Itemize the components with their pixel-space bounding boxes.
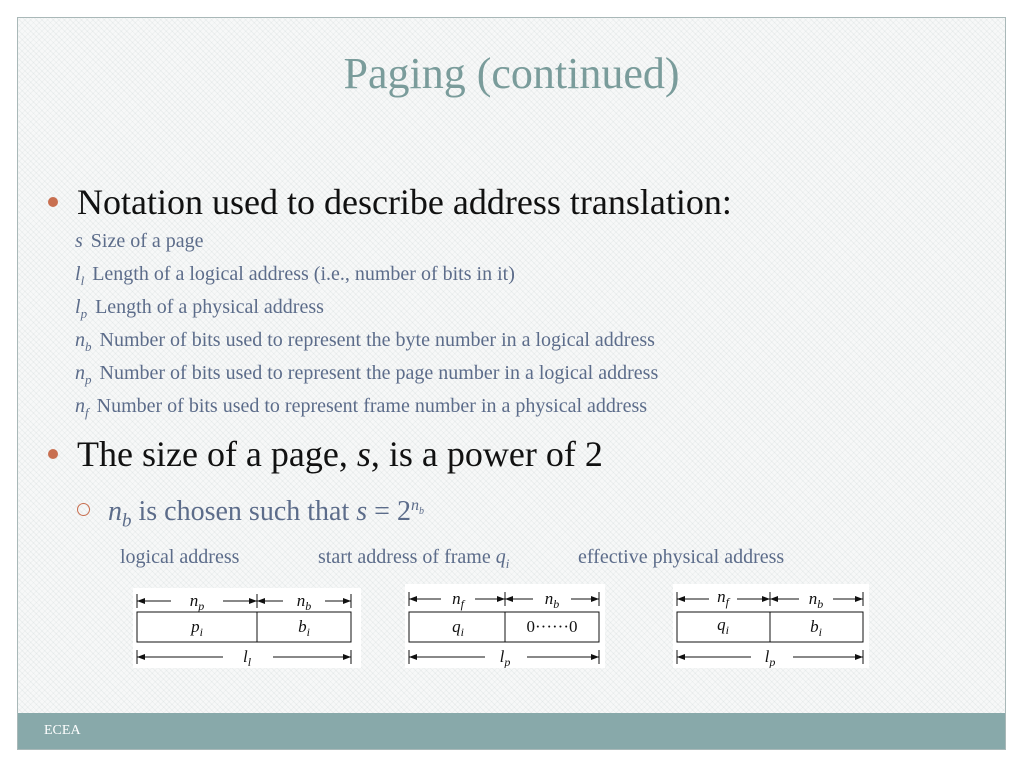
notation-item [75,263,855,296]
physical-cell-byte-label: $b_i$ [810,617,822,639]
notation-item [75,329,855,362]
notation-symbol: $l_p$ [75,296,88,321]
physical-top-right-label: $n_b$ [808,589,824,611]
notation-list [75,230,855,428]
slide-title: Paging (continued) [343,49,680,98]
notation-desc: Length of a physical address [95,296,324,318]
footer-label: ECEA [44,723,81,738]
physical-cell-frame-label: $q_i$ [717,615,729,637]
bullet-page-size-text: The size of a page, s, is a power of 2 [77,434,603,474]
notation-item [75,230,855,263]
footer-bar [18,713,1005,749]
notation-symbol: $n_f$ [75,395,89,420]
frame-cell-zeros-label: 0······0 [526,617,578,636]
caption-frame-start: start address of frame $q_i$ [318,546,510,571]
notation-desc: Length of a logical address (i.e., number of bits in it) [92,263,515,285]
bullet-notation-text: Notation used to describe address translation: [77,182,732,222]
notation-symbol: $n_p$ [75,362,92,387]
notation-symbol: s [75,230,83,252]
logical-cell-page-label: $p_i$ [191,617,203,639]
notation-item [75,395,855,428]
logical-bottom-label: $l_l$ [242,647,252,668]
caption-effective-address: effective physical address [578,546,785,568]
physical-bottom-label: $l_p$ [764,647,776,668]
notation-item [75,362,855,395]
frame-top-right-label: $n_b$ [544,589,560,611]
frame-bottom-label: $l_p$ [499,647,511,668]
notation-desc: Number of bits used to represent the page number in a logical address [99,362,659,384]
physical-address-diagram [673,584,869,668]
notation-symbol: $n_b$ [75,329,92,354]
caption-logical-address: logical address [120,546,240,568]
subbullet-nb [77,496,424,533]
bullet-page-size [48,433,603,475]
physical-top-left-label: $n_f$ [717,587,729,609]
notation-desc: Number of bits used to represent frame number in a physical address [96,395,648,417]
notation-item [75,296,855,329]
frame-top-left-label: $n_f$ [452,589,464,611]
notation-desc: Size of a page [90,230,204,252]
sub-bullet-ring-icon [77,503,90,516]
logical-top-right-label: $n_b$ [296,591,312,613]
frame-cell-frame-label: $q_i$ [452,617,464,639]
notation-symbol: $l_l$ [75,263,85,288]
slide [17,17,1006,750]
notation-desc: Number of bits used to represent the byte number in a logical address [99,329,655,351]
bullet-dot-icon [48,197,58,207]
logical-address-diagram [133,588,361,668]
logical-top-left-label: $n_p$ [189,591,205,613]
bullet-notation [48,181,732,223]
frame-start-diagram [405,584,605,668]
logical-cell-byte-label: $b_i$ [298,617,310,639]
subbullet-text: $n_b$ is chosen such that $s = 2^{n_b}$ [108,496,424,532]
bullet-dot-icon [48,449,58,459]
